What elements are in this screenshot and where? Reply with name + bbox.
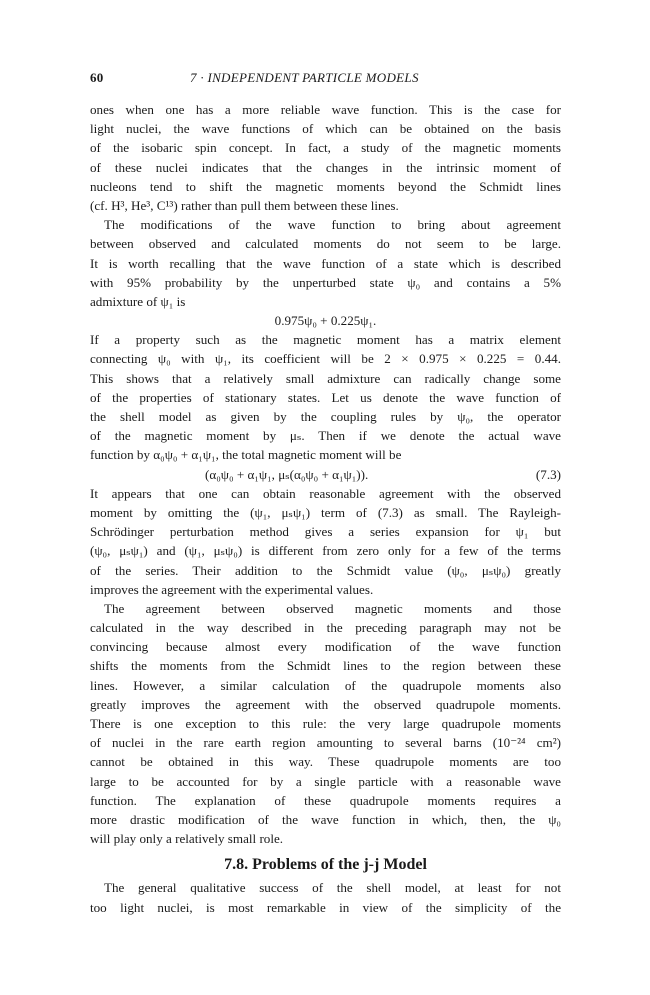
text-line: calculated in the way described in the preceding paragraph may not be [90, 620, 561, 636]
text-line: Schrödinger perturbation method gives a series expansion for ψ₁ but [90, 524, 561, 540]
text-line: (ψ₀, μₛψ₁) and (ψ₁, μₛψ₀) is different from zero only for a few of the terms [90, 543, 561, 559]
text-line: of the isobaric spin concept. In fact, a study of the magnetic moments [90, 140, 561, 156]
text-line: The general qualitative success of the shell model, at least for not [104, 880, 561, 896]
text-line: function. The explanation of these quadrupole moments requires a [90, 792, 561, 808]
text-line: of the properties of stationary states. Let us denote the wave function of [90, 389, 561, 405]
text-line: shifts the moments from the Schmidt lines to the region between these [90, 658, 561, 674]
running-head [90, 70, 560, 90]
numbered-equation [90, 465, 561, 484]
text-line: moment by omitting the (ψ₁, μₛψ₁) term of (7.3) as small. The Rayleigh- [90, 504, 561, 520]
equation-body: (α₀ψ₀ + α₁ψ₁, μₛ(α₀ψ₀ + α₁ψ₁)). [205, 466, 369, 482]
text-line: (cf. H³, He³, C¹³) rather than pull them between these lines. [90, 197, 399, 213]
chapter-title: 7 · INDEPENDENT PARTICLE MODELS [190, 70, 419, 85]
text-line: large to be accounted for by a single particle with a reasonable wave [90, 773, 561, 789]
text-line: ones when one has a more reliable wave function. This is the case for [90, 102, 561, 117]
equation-number: (7.3) [535, 466, 561, 482]
page-number: 60 [90, 70, 104, 85]
text-line: of nuclei in the rare earth region amounting to several barns (10⁻²⁴ cm²) [90, 735, 561, 751]
text-line: There is one exception to this rule: the very large quadrupole moments [90, 716, 561, 731]
text-line: nucleons tend to shift the magnetic moments beyond the Schmidt lines [90, 178, 561, 194]
text-line: If a property such as the magnetic moment has a matrix element [90, 332, 561, 348]
text-line: convincing because almost every modification of the wave function [90, 639, 561, 655]
text-line: improves the agreement with the experimental values. [90, 581, 374, 597]
text-line: function by α₀ψ₀ + α₁ψ₁, the total magnetic moment will be [90, 447, 402, 463]
display-equation: 0.975ψ₀ + 0.225ψ₁. [274, 313, 377, 329]
text-line: It is worth recalling that the wave function of a state which is described [90, 255, 561, 271]
text-line: greatly improves the agreement with the observed quadrupole moments. [90, 696, 561, 712]
text-line: will play only a relatively small role. [90, 831, 284, 847]
text-line: lines. However, a similar calculation of the quadrupole moments also [90, 677, 561, 693]
text-line: of the series. Their addition to the Schmidt value (ψ₀, μₛψ₀) greatly [90, 562, 561, 578]
text-line: the shell model as given by the coupling rules by ψ₀, the operator [90, 409, 561, 424]
text-line: The modifications of the wave function to bring about agreement [104, 217, 561, 233]
text-line: between observed and calculated moments do not seem to be large. [90, 236, 561, 252]
text-line: admixture of ψ₁ is [90, 293, 186, 309]
section-heading: 7.8. Problems of the j-j Model [224, 856, 427, 874]
text-line: This shows that a relatively small admixture can radically change some [90, 370, 561, 386]
text-line: more drastic modification of the wave function in which, then, the ψ₀ [90, 811, 561, 827]
text-line: It appears that one can obtain reasonable agreement with the observed [90, 485, 561, 501]
text-line: The agreement between observed magnetic moments and those [104, 600, 561, 616]
text-line: cannot be obtained in this way. These quadrupole moments are too [90, 754, 561, 770]
text-line: with 95% probability by the unperturbed state ψ₀ and contains a 5% [90, 274, 561, 290]
text-line: of the magnetic moment by μₛ. Then if we denote the actual wave [90, 428, 561, 444]
text-line: light nuclei, the wave functions of which can be obtained on the basis [90, 121, 561, 137]
text-line: connecting ψ₀ with ψ₁, its coefficient will be 2 × 0.975 × 0.225 = 0.44. [90, 351, 561, 367]
text-line: of these nuclei indicates that the changes in the intrinsic moment of [90, 159, 561, 175]
text-line: too light nuclei, is most remarkable in view of the simplicity of the [90, 899, 561, 915]
body-text [90, 100, 561, 917]
